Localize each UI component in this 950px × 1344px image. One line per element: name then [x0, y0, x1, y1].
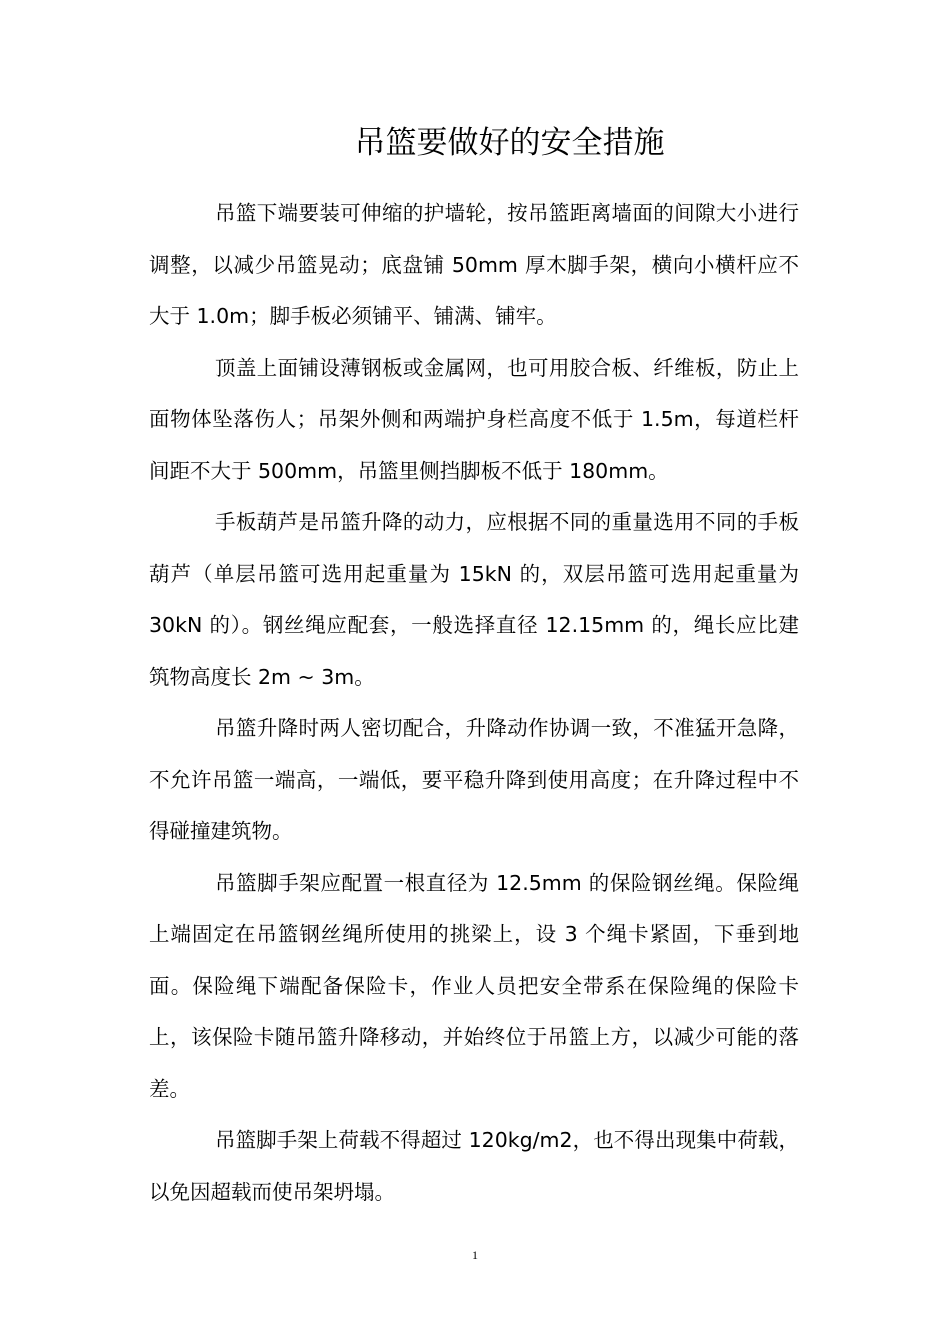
paragraph: 吊篮脚手架应配置一根直径为 12.5mm 的保险钢丝绳。保险绳上端固定在吊篮钢丝绳所使用的挑梁上，设 3 个绳卡紧固，下垂到地面。保险绳下端配备保险卡，作业人员把安全带系在保险绳的保险卡上，该保险卡随吊篮升降移动，并始终位于吊篮上方，以减少可能的落差。 [149, 870, 799, 1101]
paragraph: 吊篮脚手架上荷载不得超过 120kg/m2，也不得出现集中荷载，以免因超载而使吊架坍塌。 [149, 1128, 799, 1204]
paragraph: 吊篮下端要装可伸缩的护墙轮，按吊篮距离墙面的间隙大小进行调整，以减少吊篮晃动；底盘铺 50mm 厚木脚手架，横向小横杆应不大于 1.0m；脚手板必须铺平、铺满、铺牢。 [149, 201, 799, 328]
page-number: 1 [472, 1248, 478, 1262]
page-title: 吊篮要做好的安全措施 [354, 125, 665, 161]
paragraph: 顶盖上面铺设薄钢板或金属网，也可用胶合板、纤维板，防止上面物体坠落伤人；吊架外侧和两端护身栏高度不低于 1.5m，每道栏杆间距不大于 500mm，吊篮里侧挡脚板不低于 180mm。 [149, 355, 799, 483]
document-body [149, 188, 799, 1218]
paragraph: 手板葫芦是吊篮升降的动力，应根据不同的重量选用不同的手板葫芦（单层吊篮可选用起重量为 15kN 的，双层吊篮可选用起重量为 30kN 的）。钢丝绳应配套，一般选择直径 12.15mm 的，绳长应比建筑物高度长 2m ~ 3m。 [149, 510, 799, 689]
paragraph: 吊篮升降时两人密切配合，升降动作协调一致，不准猛开急降，不允许吊篮一端高，一端低，要平稳升降到使用高度；在升降过程中不得碰撞建筑物。 [149, 716, 799, 843]
